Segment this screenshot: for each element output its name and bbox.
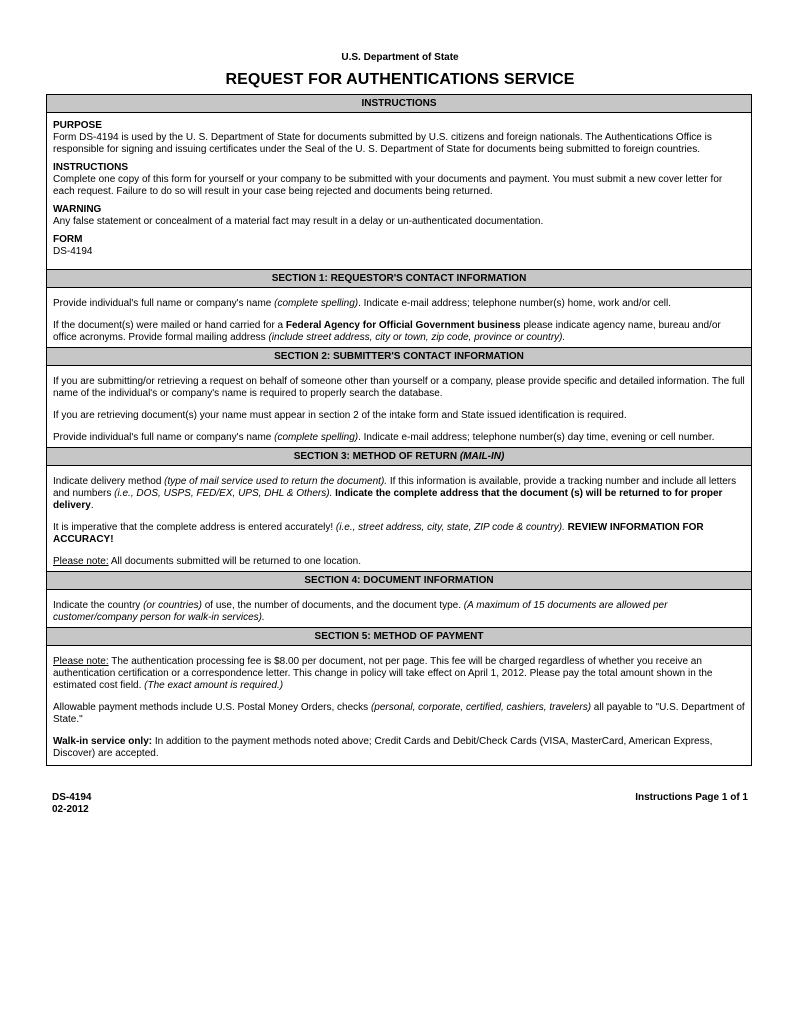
section4-body — [47, 590, 751, 627]
section5-paragraph-2: Allowable payment methods include U.S. Postal Money Orders, checks (personal, corporate, certified, cashiers, travelers) all payable to "U.S. Department of State." — [53, 702, 745, 725]
form-title: FORM — [53, 234, 83, 245]
instructions-body — [47, 113, 751, 269]
section2-paragraph-3: Provide individual's full name or company's name (complete spelling). Indicate e-mail address; telephone number(s) day time, evening or cell number. — [53, 432, 715, 443]
section4-header: SECTION 4: DOCUMENT INFORMATION — [47, 571, 751, 590]
section1-paragraph-1: Provide individual's full name or company's name (complete spelling). Indicate e-mail address; telephone number(s) home, work and/or cell. — [53, 298, 672, 309]
section1-header: SECTION 1: REQUESTOR'S CONTACT INFORMATION — [47, 269, 751, 288]
section2-paragraph-2: If you are retrieving document(s) your name must appear in section 2 of the intake form and State issued identification is required. — [53, 410, 627, 421]
footer-form-date: 02-2012 — [52, 804, 89, 815]
section2-paragraph-1: If you are submitting/or retrieving a request on behalf of someone other than yourself or a company, please provide specific and detailed information. The full name of the individual's or company's name is required to properly search the database. — [53, 376, 745, 399]
section3-paragraph-1: Indicate delivery method (type of mail service used to return the document). If this information is available, provide a tracking number and include all letters and numbers (i.e., DOS, USPS, FED/EX, UPS, DHL & Others). Indicate the complete address that the document (s) will be returned to for proper delivery. — [53, 476, 737, 511]
instructions-title: INSTRUCTIONS — [53, 162, 128, 173]
agency-name: U.S. Department of State — [341, 52, 459, 63]
purpose-text: Form DS-4194 is used by the U. S. Department of State for documents submitted by U.S. citizens and foreign nationals. The Authentications Office is responsible for signing and issuing certificates under the Seal of the U. S. Department of State for documents being submitted to foreign countries. — [53, 132, 712, 155]
warning-text: Any false statement or concealment of a material fact may result in a delay or un-authenticated documentation. — [53, 216, 544, 227]
section3-paragraph-3: Please note: All documents submitted will be returned to one location. — [53, 556, 361, 567]
footer-form-number: DS-4194 — [52, 792, 92, 803]
section3-header: SECTION 3: METHOD OF RETURN (MAIL-IN) — [47, 447, 751, 466]
purpose-title: PURPOSE — [53, 120, 102, 131]
section3-body — [47, 466, 751, 571]
warning-title: WARNING — [53, 204, 102, 215]
footer-form-info — [52, 792, 91, 816]
footer-page-label: Instructions Page 1 of 1 — [635, 792, 748, 803]
section1-body — [47, 288, 751, 347]
section1-paragraph-2: If the document(s) were mailed or hand carried for a Federal Agency for Official Government business please indicate agency name, bureau and/or office acronyms. Provide formal mailing address (include street address, city or town, zip code, province or country). — [53, 320, 721, 343]
form-text: DS-4194 — [53, 246, 93, 257]
form-container — [46, 94, 752, 766]
instructions-header: INSTRUCTIONS — [47, 95, 751, 113]
section5-header: SECTION 5: METHOD OF PAYMENT — [47, 627, 751, 646]
section5-body — [47, 646, 751, 765]
instructions-text: Complete one copy of this form for yourself or your company to be submitted with your documents and payment. You must submit a new cover letter for each request. Failure to do so will result in your case being rejected and documents being returned. — [53, 174, 723, 197]
section2-header: SECTION 2: SUBMITTER'S CONTACT INFORMATION — [47, 347, 751, 366]
section5-paragraph-3: Walk-in service only: In addition to the payment methods noted above; Credit Cards and Debit/Check Cards (VISA, MasterCard, American Express, Discover) are accepted. — [53, 736, 713, 759]
section2-body — [47, 366, 751, 447]
section3-paragraph-2: It is imperative that the complete address is entered accurately! (i.e., street address, city, state, ZIP code & country). REVIEW INFORMATION FOR ACCURACY! — [53, 522, 704, 545]
page-title: REQUEST FOR AUTHENTICATIONS SERVICE — [225, 71, 575, 88]
section5-paragraph-1: Please note: The authentication processing fee is $8.00 per document, not per page. This fee will be charged regardless of whether you receive an authentication certification or a correspondence letter. This change in policy will take effect on April 1, 2012. Please pay the total amount shown in the estimated cost field. (The exact amount is required.) — [53, 656, 713, 691]
section4-paragraph-1: Indicate the country (or countries) of use, the number of documents, and the document type. (A maximum of 15 documents are allowed per customer/company person for walk-in services). — [53, 600, 668, 623]
